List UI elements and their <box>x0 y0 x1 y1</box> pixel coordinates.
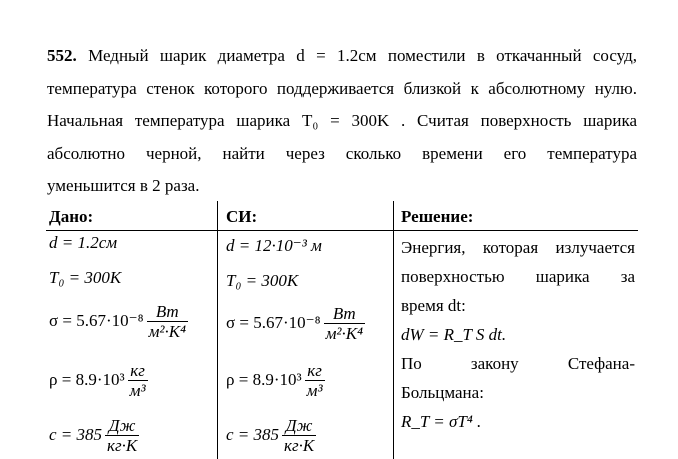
solution-line-2: поверхностью шарика за <box>401 267 635 286</box>
column-divider <box>217 201 218 459</box>
solution-line-4: По закону Стефана- <box>401 354 635 373</box>
solution-equation-energy: dW = R_T S dt. <box>401 325 507 344</box>
solution-table <box>46 201 638 459</box>
problem-line-3: Начальная температура шарика T₀ = 300K . Считая поверхность шарика <box>47 111 637 130</box>
problem-line-2: температура стенок которого поддерживается близкой к абсолютному нулю. <box>47 78 637 98</box>
problem-line-5: уменьшится в 2 раза. <box>47 176 200 195</box>
problem-line-1: Медный шарик диаметра d = 1.2см поместили в откачанный сосуд, <box>88 46 638 65</box>
problem-statement <box>47 40 637 203</box>
si-initial-temperature: T₀ = 300K <box>226 271 299 290</box>
solution-text <box>401 233 635 436</box>
si-specific-heat: c = 385 $\frac{Дж}{кг\cdot K}$ <box>226 416 315 455</box>
given-diameter: d = 1.2см <box>49 233 118 252</box>
header-solution: Решение: <box>401 207 474 226</box>
given-sigma: σ = 5.67·10⁻⁸ $\frac{Вт}{\text{м²·K⁴}}$ <box>49 302 187 341</box>
given-specific-heat: c = 385 $\frac{Дж}{кг\cdot K}$ <box>49 416 138 455</box>
solution-line-1: Энергия, которая излучается <box>401 238 635 257</box>
column-divider <box>393 201 394 459</box>
header-divider <box>46 230 638 231</box>
si-diameter: d = 12·10⁻³ м <box>226 236 322 255</box>
si-density: ρ = 8.9·10³ $\frac{кг}{\text{м³}}$ <box>226 361 323 400</box>
problem-number: 552. <box>47 46 77 65</box>
solution-line-3: время dt: <box>401 296 466 315</box>
header-given: Дано: <box>49 207 94 226</box>
solution-line-5: Больцмана: <box>401 383 484 402</box>
header-si: СИ: <box>226 207 258 226</box>
given-density: ρ = 8.9·10³ $\frac{кг}{\text{м³}}$ <box>49 361 146 400</box>
solution-equation-stefan-boltzmann: R_T = σT⁴ . <box>401 412 482 431</box>
si-sigma: σ = 5.67·10⁻⁸ $\frac{Вт}{\text{м²·K⁴}}$ <box>226 304 364 343</box>
given-initial-temperature: T₀ = 300K <box>49 268 122 287</box>
problem-line-4: абсолютно черной, найти через сколько времени его температура <box>47 143 637 163</box>
